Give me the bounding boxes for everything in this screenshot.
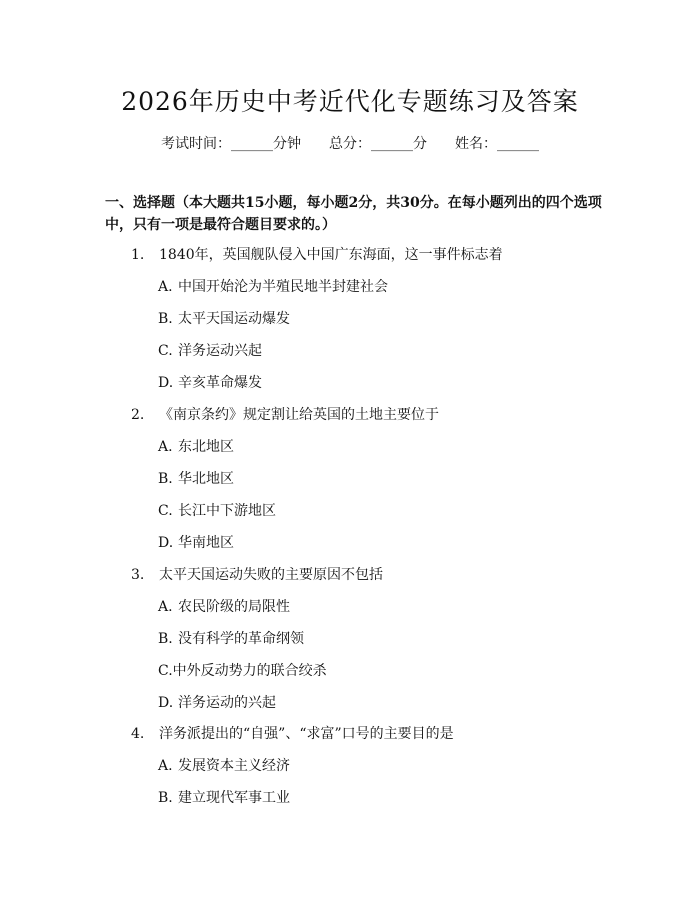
question-1 [131, 244, 503, 264]
question-number: 2. [131, 407, 145, 423]
page-title: 2026年历史中考近代化专题练习及答案 [121, 87, 579, 116]
option-4a [158, 755, 290, 775]
option-letter: A. [158, 279, 173, 295]
option-text: 华南地区 [178, 535, 234, 551]
question-text: 1840年，英国舰队侵入中国广东海面，这一事件标志着 [159, 247, 503, 263]
option-letter: A. [158, 599, 173, 615]
option-3c [158, 660, 327, 680]
total-score-field: 总分：______分 [329, 136, 427, 152]
option-text: 发展资本主义经济 [178, 758, 290, 774]
option-4b [158, 787, 290, 807]
option-letter: A. [158, 758, 173, 774]
option-text: 辛亥革命爆发 [178, 375, 262, 391]
option-text: 没有科学的革命纲领 [178, 631, 304, 647]
option-1c [158, 340, 262, 360]
student-name-field: 姓名：______ [455, 136, 539, 152]
option-letter: C. [158, 663, 173, 679]
option-1a [158, 276, 388, 296]
option-letter: B. [158, 790, 173, 806]
question-number: 3. [131, 567, 145, 583]
option-text: 中国开始沦为半殖民地半封建社会 [178, 279, 388, 295]
option-letter: B. [158, 631, 173, 647]
option-text: 农民阶级的局限性 [178, 599, 290, 615]
option-3a [158, 596, 290, 616]
option-text: 太平天国运动爆发 [178, 311, 290, 327]
option-letter: D. [158, 535, 174, 551]
option-2b [158, 468, 234, 488]
option-text: 建立现代军事工业 [178, 790, 290, 806]
question-text: 太平天国运动失败的主要原因不包括 [159, 567, 383, 583]
option-3d [158, 692, 276, 712]
option-text: 长江中下游地区 [178, 503, 276, 519]
option-letter: C. [158, 503, 173, 519]
option-1d [158, 372, 262, 392]
option-2d [158, 532, 234, 552]
option-letter: B. [158, 471, 173, 487]
option-letter: C. [158, 343, 173, 359]
question-number: 1. [131, 247, 145, 263]
question-text: 《南京条约》规定割让给英国的土地主要位于 [159, 407, 439, 423]
option-text: 华北地区 [178, 471, 234, 487]
option-text: 中外反动势力的联合绞杀 [172, 663, 327, 679]
option-letter: D. [158, 375, 174, 391]
option-text: 洋务运动兴起 [178, 343, 262, 359]
question-4 [131, 723, 454, 743]
option-text: 东北地区 [178, 439, 234, 455]
exam-time-field: 考试时间：______分钟 [161, 136, 301, 152]
question-3 [131, 564, 383, 584]
question-2 [131, 404, 439, 424]
option-2a [158, 436, 234, 456]
section-heading: 一、选择题（本大题共15小题，每小题2分，共30分。在每小题列出的四个选项中，只有一项是最符合题目要求的。） [105, 195, 602, 233]
exam-meta [0, 133, 700, 153]
option-letter: D. [158, 695, 174, 711]
question-number: 4. [131, 726, 145, 742]
question-text: 洋务派提出的“自强”、“求富”口号的主要目的是 [159, 726, 454, 742]
option-text: 洋务运动的兴起 [178, 695, 276, 711]
option-2c [158, 500, 276, 520]
option-letter: B. [158, 311, 173, 327]
option-1b [158, 308, 290, 328]
option-3b [158, 628, 304, 648]
option-letter: A. [158, 439, 173, 455]
